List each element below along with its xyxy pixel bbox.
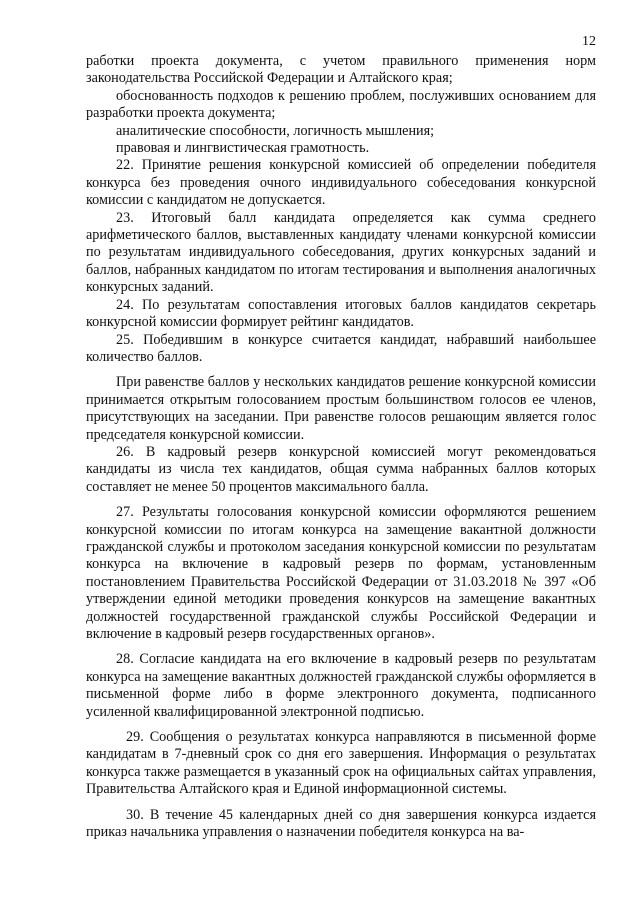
paragraph: 26. В кадровый резерв конкурсной комиссией могут рекомендоваться кандидаты из числа тех кандидатов, общая сумма набранных баллов которых составляет не менее 50 процентов максимального балла. [86, 443, 596, 495]
paragraph: 23. Итоговый балл кандидата определяется как сумма среднего арифметического баллов, выставленных кандидату членами конкурсной комиссии по результатам индивидуального собеседования, других конкурсных заданий и баллов, набранных кандидатом по итогам тестирования и выполнения аналогичных конкурсных заданий. [86, 209, 596, 296]
page-number: 12 [582, 34, 596, 49]
paragraph: 30. В течение 45 календарных дней со дня завершения конкурса издается приказ начальника управления о назначении победителя конкурса на ва- [86, 806, 596, 841]
paragraph: 27. Результаты голосования конкурсной комиссии оформляются решением конкурсной комиссии по итогам конкурса на замещение вакантной должности гражданской службы и протоколом заседания конкурсной комиссии по результатам конкурса на включение в кадровый резерв по формам, установленным постановлением Правительства Российской Федерации от 31.03.2018 № 397 «Об утверждении единой методики проведения конкурсов на замещение вакантных должностей государственной гражданской службы Российской Федерации и включение в кадровый резерв государственных органов». [86, 504, 596, 642]
paragraph: 29. Сообщения о результатах конкурса направляются в письменной форме кандидатам в 7-дневный срок со дня его завершения. Информация о результатах конкурса также размещается в указанный срок на официальных сайтах управления, Правительства Алтайского края и Единой информационной системы. [86, 729, 596, 798]
paragraph: аналитические способности, логичность мышления; [116, 122, 435, 139]
paragraph: работки проекта документа, с учетом правильного применения норм законодательства Российской Федерации и Алтайского края; [86, 53, 596, 87]
paragraph: правовая и лингвистическая грамотность. [116, 140, 370, 157]
paragraph: обоснованность подходов к решению проблем, послуживших основанием для разработки проекта документа; [86, 87, 596, 122]
paragraph: 22. Принятие решения конкурсной комиссией об определении победителя конкурса без проведения очного индивидуального собеседования конкурсной комиссии с кандидатом не допускается. [86, 157, 596, 209]
paragraph: 25. Победившим в конкурсе считается кандидат, набравший наибольшее количество баллов. [86, 331, 596, 365]
body-text [86, 53, 596, 841]
paragraph: 28. Согласие кандидата на его включение в кадровый резерв по результатам конкурса на замещение вакантных должностей гражданской службы оформляется в письменной форме либо в форме электронного документа, подписанного усиленной квалифицированной электронной подписью. [86, 651, 596, 720]
paragraph: При равенстве баллов у нескольких кандидатов решение конкурсной комиссии принимается открытым голосованием простым большинством голосов ее членов, присутствующих на заседании. При равенстве голосов решающим является голос председателя конкурсной комиссии. [86, 374, 596, 443]
paragraph: 24. По результатам сопоставления итоговых баллов кандидатов секретарь конкурсной комиссии формирует рейтинг кандидатов. [86, 296, 596, 331]
